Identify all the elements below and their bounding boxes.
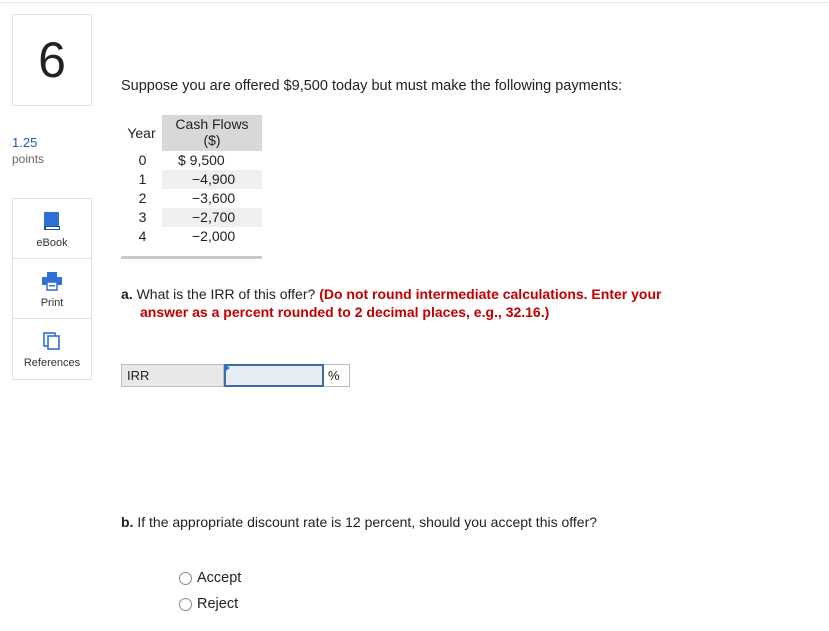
option-reject[interactable] [179,591,241,617]
percent-unit: % [324,364,350,387]
table-row [121,227,262,246]
cash-flow-cell: −4,900 [162,170,262,189]
year-cell: 3 [138,209,147,225]
points-block [12,135,44,167]
cash-flows-header-line1: Cash Flows [175,116,249,132]
part-b-text: If the appropriate discount rate is 12 percent, should you accept this offer? [137,514,598,530]
references-label: References [23,357,81,369]
resource-panel [12,198,92,380]
ebook-button[interactable] [13,199,91,259]
question-number: 6 [38,32,66,88]
year-cell: 2 [138,190,147,206]
table-bottom-rule [121,256,262,259]
part-a-instruction-1: (Do not round intermediate calculations. Enter your [319,286,662,302]
year-cell: 4 [138,228,147,244]
cash-flow-cell: −3,600 [192,190,236,206]
print-button[interactable] [13,259,91,319]
cash-flows-header [162,115,262,151]
accept-label[interactable]: Accept [197,570,242,586]
question-number-box [12,14,92,106]
question-prompt: Suppose you are offered $9,500 today but must make the following payments: [121,78,623,94]
table-row [121,208,262,227]
option-accept[interactable] [179,565,241,591]
part-b-tag: b. [121,514,134,530]
ebook-label: eBook [36,236,68,249]
year-header: Year [127,125,156,141]
irr-label: IRR [121,364,224,387]
cash-flow-cell: −2,000 [192,228,236,244]
irr-input[interactable] [224,364,324,387]
references-button[interactable] [13,319,91,379]
part-a-instruction-2: answer as a percent rounded to 2 decimal places, e.g., 32.16.) [140,304,550,320]
cash-flows-header-line2: ($) [203,132,221,148]
points-value: 1.25 [12,135,38,150]
part-a-question [121,285,741,321]
top-divider [0,2,829,3]
year-cell: 1 [138,171,147,187]
cash-flow-cell: −2,700 [162,208,262,227]
print-label: Print [40,296,64,309]
accept-radio[interactable] [179,572,192,585]
printer-icon [41,269,63,293]
table-header [121,115,262,151]
table-row [121,189,262,208]
year-cell: 0 [138,152,147,168]
book-icon [43,209,61,233]
part-a-text: What is the IRR of this offer? [136,286,316,302]
references-icon [42,329,62,353]
part-b-question [121,514,597,530]
table-row [121,170,262,189]
reject-radio[interactable] [179,598,192,611]
points-label: points [12,152,45,166]
cash-flow-cell: $ 9,500 [178,152,225,168]
part-a-tag: a. [121,286,133,302]
cash-flow-table [121,115,262,246]
answer-options [179,565,241,617]
reject-label[interactable]: Reject [197,596,239,612]
input-marker-icon [224,364,230,372]
irr-answer-row [121,364,350,387]
table-row [121,151,262,170]
